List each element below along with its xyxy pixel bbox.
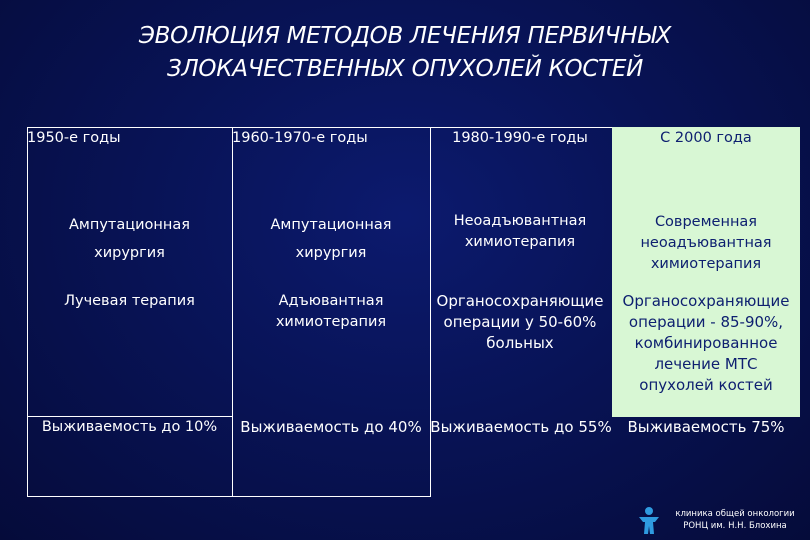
cell-adjuvant-1960s: Адъювантная химиотерапия	[275, 293, 387, 330]
cell-survival-2000: Выживаемость 75%	[627, 418, 785, 436]
header-1960s-1970s: 1960-1970-е годы	[232, 130, 368, 146]
table-border-bottom	[27, 496, 430, 497]
cell-amputation-1950s: Ампутационная хирургия	[69, 217, 190, 261]
cell-survival-1980s: Выживаемость до 55%	[430, 418, 612, 436]
cell-organ-sparing-2000: Органосохраняющие операции - 85-90%, комбинированное лечение МТС опухолей костей	[622, 292, 790, 394]
cell-neoadjuvant-2000: Современная неоадъювантная химиотерапия	[640, 214, 772, 272]
evolution-table	[27, 127, 790, 497]
header-1950s: 1950-е годы	[27, 130, 121, 146]
header-1980s-1990s: 1980-1990-е годы	[452, 130, 588, 146]
cell-amputation-1960s: Ампутационная хирургия	[270, 217, 392, 261]
cell-survival-1950s: Выживаемость до 10%	[41, 419, 218, 435]
header-since-2000: С 2000 года	[660, 130, 752, 146]
cell-neoadjuvant-1980s: Неоадъювантная химиотерапия	[453, 213, 587, 250]
footer-line-1: клиника общей онкологии	[675, 509, 795, 519]
slide-title	[0, 20, 810, 86]
title-line-1: ЭВОЛЮЦИЯ МЕТОДОВ ЛЕЧЕНИЯ ПЕРВИЧНЫХ	[138, 23, 672, 49]
cell-radiation-1950s: Лучевая терапия	[64, 293, 195, 309]
table-border-left	[27, 127, 28, 497]
title-line-2: ЗЛОКАЧЕСТВЕННЫХ ОПУХОЛЕЙ КОСТЕЙ	[166, 56, 643, 82]
figure-logo-icon	[637, 506, 661, 536]
footer-line-2: РОНЦ им. Н.Н. Блохина	[683, 521, 787, 531]
footer-caption	[665, 508, 805, 532]
cell-organ-sparing-1980s: Органосохраняющие операции у 50-60% больных	[436, 292, 604, 352]
cell-survival-1960s: Выживаемость до 40%	[240, 418, 422, 436]
